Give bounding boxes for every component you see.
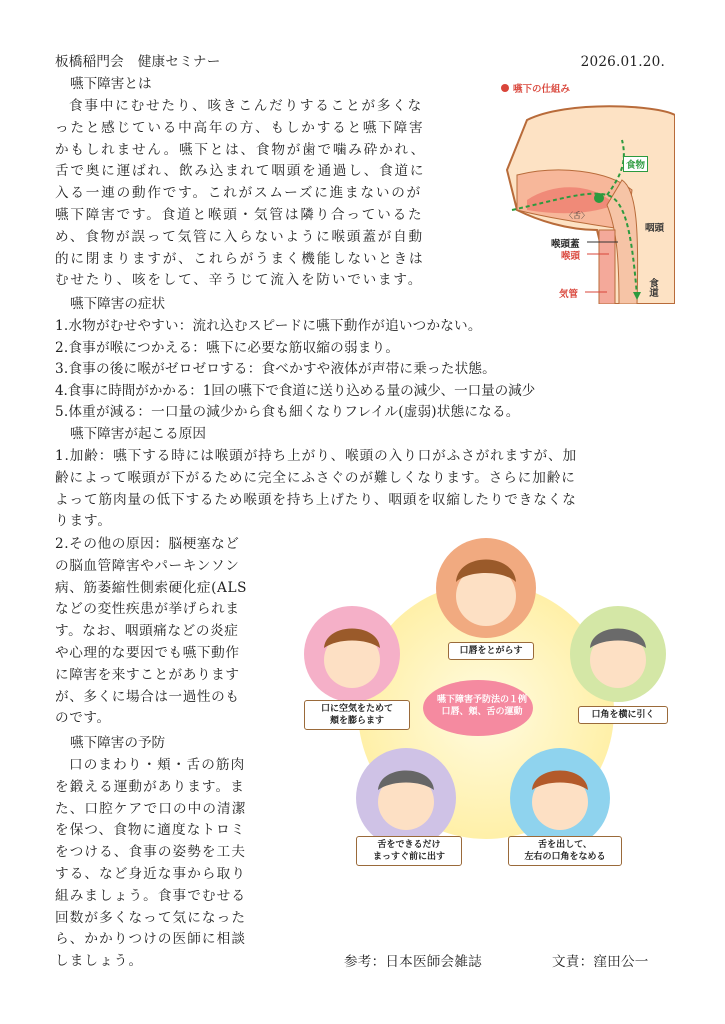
symptom-item: 1.水物がむせやすい：流れ込むスピードに嚥下動作が追いつかない。 (55, 318, 482, 334)
text-line: のです。 (55, 710, 111, 727)
exercise-center-line1: 嚥下障害予防法の１例 (436, 695, 527, 705)
text-line: ります。 (55, 513, 112, 530)
diagram-label-pharynx: 咽頭 (645, 223, 665, 234)
symptom-item: 4.食事に時間がかかる：1回の嚥下で食道に送り込める量の減少、一口量の減少 (55, 383, 536, 399)
exercise-illustration (298, 536, 674, 866)
header-date: 2026.01.20. (580, 54, 665, 70)
diagram-title: 嚥下の仕組み (513, 84, 571, 95)
text-line: を保つ、食物に適度なトロミ (55, 822, 246, 839)
footer-author: 文責：窪田公一 (552, 954, 649, 970)
throat-illustration (497, 80, 675, 304)
label-stick-tongue-out: 舌をできるだけ まっすぐ前に出す (356, 836, 462, 866)
label-pull-mouth-corners: 口角を横に引く (578, 706, 668, 724)
text-line: や心理的な要因でも嚥下動作 (55, 644, 240, 661)
diagram-label-esophagus: 食道 (647, 278, 658, 297)
footer-reference: 参考：日本医師会雑誌 (344, 954, 482, 970)
text-line: が、多くに場合は一過性のも (55, 688, 240, 705)
prevention-body (55, 755, 246, 973)
text-line: 組みましょう。食事でむせる (55, 887, 247, 904)
symptom-item: 5.体重が減る：一口量の減少から食も細くなりフレイル(虚弱)状態になる。 (55, 404, 520, 420)
label-puff-cheeks: 口に空気をためて 頬を膨らます (304, 700, 410, 730)
header-org: 板橋稲門会 健康セミナー (55, 54, 221, 70)
text-line: す。なお、咽頭痛などの炎症 (55, 623, 239, 640)
text-line: 1.加齢：嚥下する時には喉頭が持ち上がり、喉頭の入り口がふさがれますが、加 (55, 448, 578, 464)
text-line: の脳血管障害やパーキンソン (55, 557, 240, 574)
text-line: かもしれません。嚥下とは、食物が歯で噛み砕かれ、 (55, 141, 427, 158)
text-line: 病、筋萎縮性側索硬化症(ALS (55, 579, 247, 596)
diagram-label-trachea: 気管 (559, 289, 579, 300)
text-line: などの変性疾患が挙げられま (55, 601, 240, 618)
text-line: 的に閉まりますが、これらがうまく機能しないときは (55, 250, 425, 267)
text-line: よって筋肉量の低下するため喉頭を持ち上げたり、咽頭を収縮したりできなくな (55, 491, 577, 508)
section-title-what-is: 嚥下障害とは (70, 76, 152, 92)
text-line: ら、かかりつけの医師に相談 (55, 931, 247, 948)
text-line: しましょう。 (55, 953, 144, 970)
label-pucker-lips: 口唇をとがらす (448, 642, 534, 660)
diagram-label-tongue: 〈舌〉 (565, 211, 589, 220)
text-line: 齢によって喉頭が下がるために完全にふさぐのが難しくなります。さらに加齢に (55, 469, 576, 486)
diagram-label-epiglottis: 喉頭蓋 (551, 239, 580, 250)
text-line: 舌で奥に運ばれ、飲み込まれて咽頭を通過し、食道に (55, 163, 426, 180)
section-title-symptoms: 嚥下障害の症状 (70, 296, 166, 312)
text-line: する、など身近な事から取り (55, 865, 247, 882)
label-lick-corners: 舌を出して、 左右の口角をなめる (508, 836, 622, 866)
text-line: 嚥下障害です。食道と喉頭・気管は隣り合っているた (55, 206, 424, 223)
text-line: 回数が多くなって気になった (55, 909, 247, 926)
text-line: 2.その他の原因：脳梗塞など (55, 536, 240, 552)
exercise-center-line2: 口唇、頬、舌の運動 (441, 707, 523, 717)
text-line: をつける、食事の姿勢を工夫 (55, 844, 247, 861)
symptom-item: 2.食事が喉につかえる：嚥下に必要な筋収縮の弱まり。 (55, 340, 400, 356)
cause-aging (55, 446, 577, 533)
text-line: 入る一連の動作です。これがスムーズに進まないのが (55, 185, 422, 202)
text-line: 口のまわり・頬・舌の筋肉 (69, 757, 246, 773)
exercise-center-label (428, 692, 536, 720)
section1-body (55, 96, 426, 292)
text-line: に障害を来すことがあります (55, 666, 240, 683)
text-line: め、食物が誤って気管に入らないように喉頭蓋が自動 (55, 228, 424, 245)
text-line: むせたり、咳をして、辛うじて流入を防いでいます。 (55, 272, 424, 289)
swallowing-diagram (497, 80, 675, 304)
symptom-item: 3.食事の後に喉がゼロゼロする：食べかすや液体が声帯に乗った状態。 (55, 361, 496, 377)
diagram-label-larynx: 喉頭 (561, 251, 581, 262)
text-line: た、口腔ケアで口の中の清潔 (55, 800, 247, 817)
diagram-label-food: 食物 (623, 156, 648, 172)
text-line: 食事中にむせたり、咳きこんだりすることが多くな (69, 98, 424, 114)
text-line: ったと感じている中高年の方、もしかすると嚥下障害 (55, 119, 425, 136)
section-title-causes: 嚥下障害が起こる原因 (70, 426, 206, 442)
section-title-prevention: 嚥下障害の予防 (70, 735, 166, 751)
cause-other (55, 534, 247, 730)
text-line: を鍛える運動があります。ま (55, 778, 245, 795)
